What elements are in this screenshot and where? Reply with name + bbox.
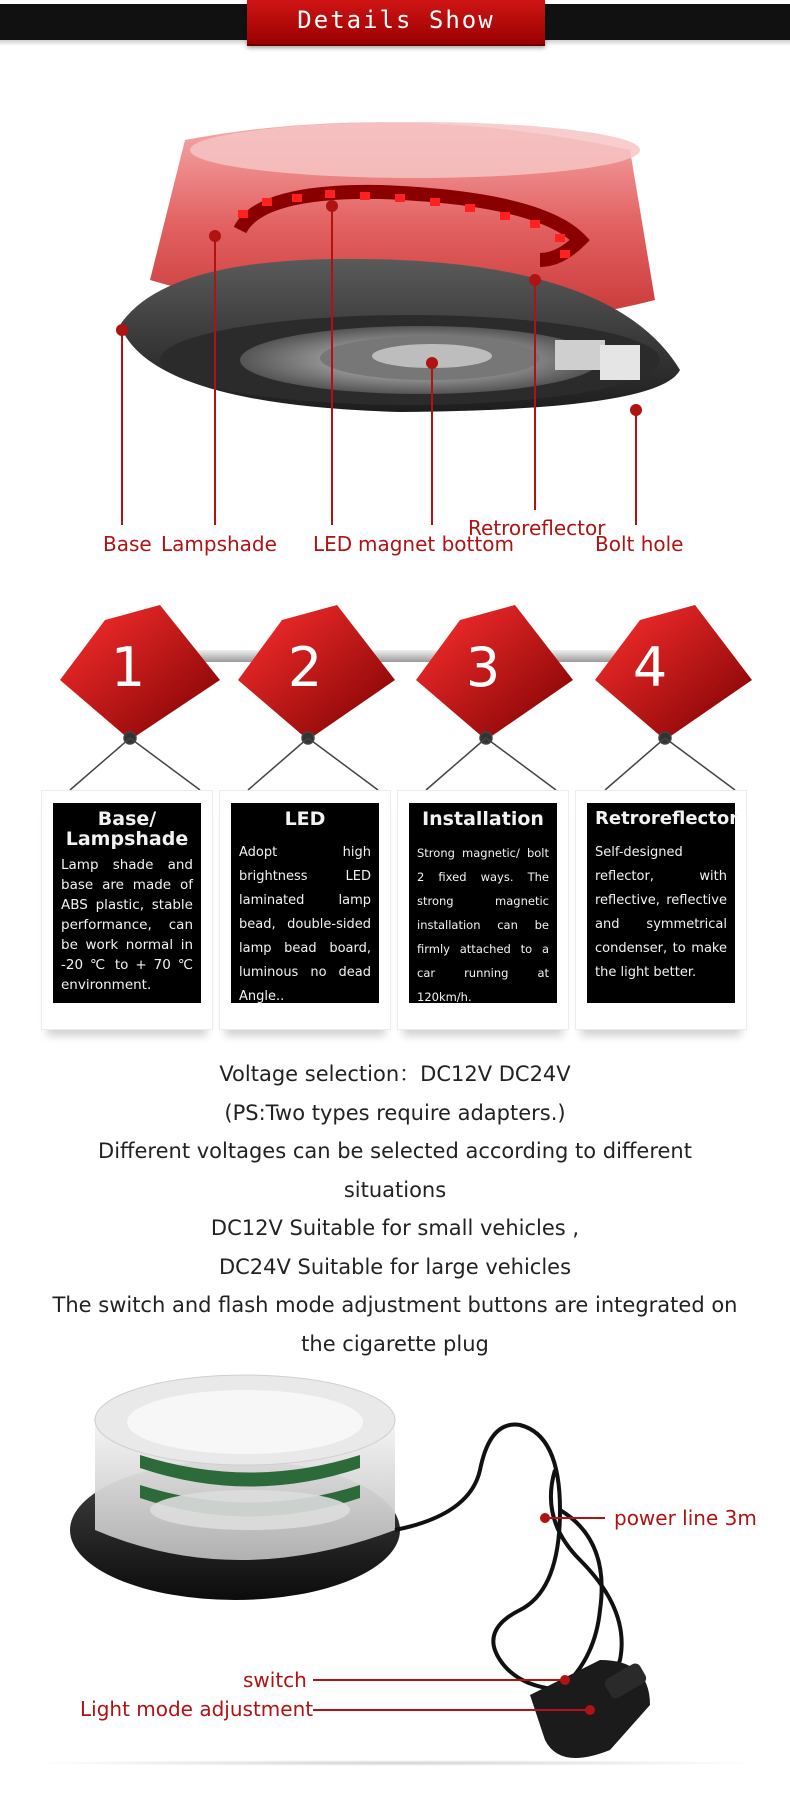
step-number-2: 2 xyxy=(287,636,323,699)
description xyxy=(50,1055,740,1363)
step-number-4: 4 xyxy=(632,636,668,699)
step-number-1: 1 xyxy=(110,636,146,699)
label-base: Base xyxy=(103,532,152,556)
feature-text: Strong magnetic/ bolt 2 fixed ways. The strong magnetic installation can be firmly attached to a car running at 120km/h. xyxy=(417,846,549,1004)
step-number-3: 3 xyxy=(465,636,501,699)
accessory-diagram xyxy=(0,1360,790,1780)
feature-title: Retroreflector xyxy=(595,808,739,829)
large-vehicle-line: DC24V Suitable for large vehicles xyxy=(218,1254,572,1279)
small-vehicle-line: DC12V Suitable for small vehicles , xyxy=(210,1216,580,1240)
feature-text: Self-designed reflector, with reflective, reflective and symmetrical condenser, to make the light better. xyxy=(595,845,727,980)
feature-title: Installation xyxy=(422,808,544,830)
feature-title: Base/ Lampshade xyxy=(65,808,189,850)
label-retroreflector: Retroreflector xyxy=(468,516,606,540)
switch-line: The switch and flash mode adjustment buttons are integrated on the cigarette plug xyxy=(52,1293,738,1356)
steps-connector xyxy=(0,600,790,800)
label-switch: switch xyxy=(243,1668,307,1692)
label-light-mode: Light mode adjustment xyxy=(80,1697,314,1721)
feature-card-retroreflector xyxy=(587,803,739,1003)
feature-card-base-lampshade xyxy=(53,803,201,1003)
feature-card-led xyxy=(231,803,379,1003)
label-lampshade: Lampshade xyxy=(161,532,277,556)
feature-card-installation xyxy=(409,803,557,1003)
red-beacon-image xyxy=(0,110,790,580)
page-title: Details Show xyxy=(297,6,495,34)
beacon-diagram xyxy=(0,110,790,580)
label-magnet-bottom: magnet bottom xyxy=(358,532,514,556)
header-tab xyxy=(247,0,545,46)
voltage-line: Voltage selection：DC12V DC24V xyxy=(219,1062,571,1086)
label-power-line: power line 3m xyxy=(614,1506,757,1530)
label-led: LED xyxy=(313,532,353,556)
feature-title: LED xyxy=(284,808,326,830)
feature-text: Adopt high brightness LED laminated lamp bead, double-sided lamp bead board, luminous no dead Angle.. xyxy=(239,845,371,1004)
voltage-choice: Different voltages can be selected according to different situations xyxy=(98,1139,692,1202)
feature-text: Lamp shade and base are made of ABS plastic, stable performance, can be work normal in -20 ℃ to + 70 ℃ environment. xyxy=(61,857,193,993)
label-bolt-hole: Bolt hole xyxy=(595,532,684,556)
bottom-shadow xyxy=(20,1760,770,1766)
adapter-note: (PS:Two types require adapters.) xyxy=(224,1100,566,1125)
